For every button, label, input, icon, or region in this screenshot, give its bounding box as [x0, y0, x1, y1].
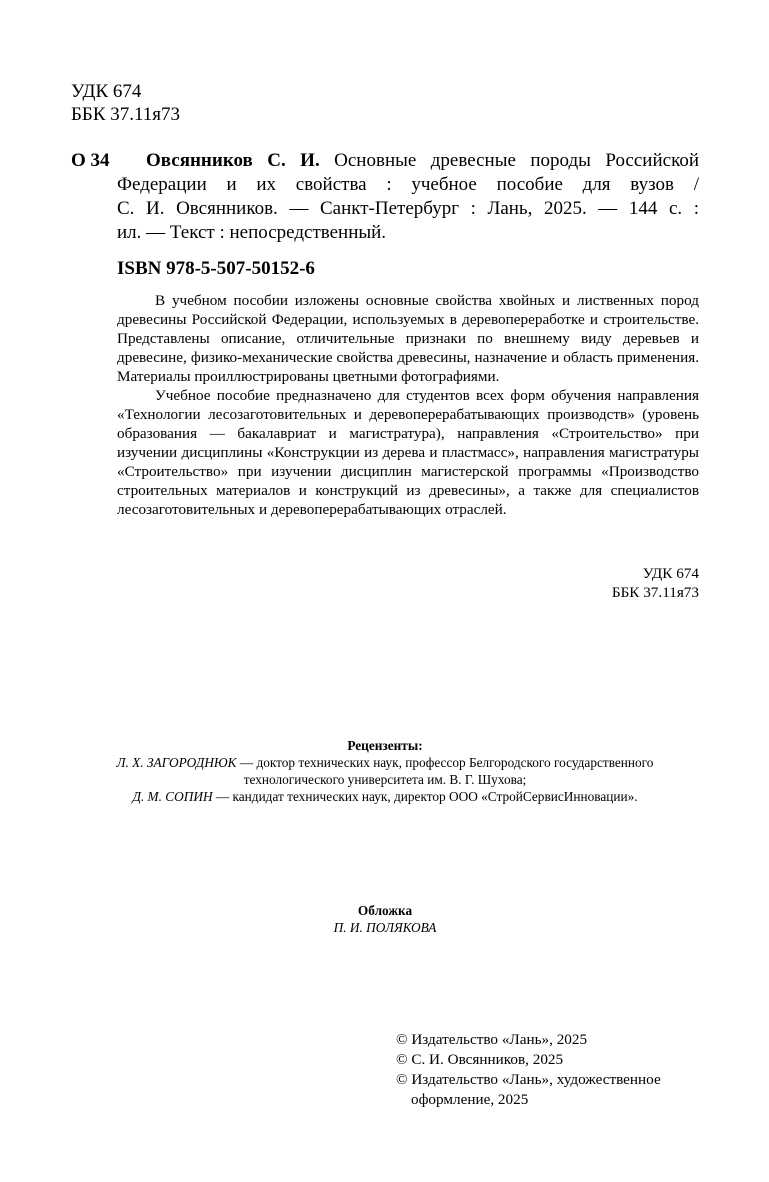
copyright-line-3-cont: оформление, 2025 [411, 1091, 529, 1108]
copyright-block [396, 1030, 716, 1110]
udk-code-repeat: УДК 674 [642, 565, 699, 582]
reviewer-2-name: Д. М. СОПИН [132, 789, 213, 804]
reviewer-2 [60, 788, 710, 805]
title-line-3: С. И. Овсянников. — Санкт-Петербург : Лань, 2025. — 144 с. : [117, 198, 699, 219]
reviewer-1-desc: — доктор технических наук, профессор Белгородского государственного [236, 755, 654, 770]
abstract-paragraph-2: Учебное пособие предназначено для студентов всех форм обучения направления «Технологии лесозаготовительных и деревоперерабатывающих производств» (уровень образования — бакалавриат и магистратура), направления «Строительство» при изучении дисциплины «Конструкции из дерева и пластмасс», направления магистратуры «Строительство» при изучении дисциплин магистерской программы «Производство строительных материалов и конструкций из древесины», а также для специалистов лесозаготовительных и деревоперерабатывающих отраслей. [117, 387, 699, 518]
author-name: Овсянников С. И. [146, 150, 320, 171]
cover-title: Обложка [357, 903, 413, 918]
abstract [117, 291, 699, 519]
reviewer-1-desc-cont: технологического университета им. В. Г. Шухова; [243, 772, 527, 787]
title-line-4: ил. — Текст : непосредственный. [117, 222, 387, 243]
abstract-paragraph-1: В учебном пособии изложены основные свойства хвойных и лиственных пород древесины Российской Федерации, используемых в деревопереработке и строительстве. Представлены описание, отличительные признаки по внешнему виду деревьев и древесине, физико-механические свойства древесины, назначение и область применения. Материалы проиллюстрированы цветными фотографиями. [117, 292, 699, 385]
top-classification-codes [71, 80, 180, 126]
reviewer-1-name: Л. Х. ЗАГОРОДНЮК [116, 755, 237, 770]
copyright-line-3: © Издательство «Лань», художественное [396, 1071, 661, 1088]
bibliographic-description [117, 149, 699, 245]
cover-credit [200, 902, 570, 936]
bibliographic-entry [71, 149, 699, 245]
bbk-code-repeat: ББК 37.11я73 [611, 584, 699, 601]
title-line-2: Федерации и их свойства : учебное пособие для вузов / [117, 174, 699, 195]
reviewers-title: Рецензенты: [347, 738, 423, 753]
bbk-code: ББК 37.11я73 [71, 104, 181, 125]
reviewers-block [60, 737, 710, 805]
copyright-line-2: © С. И. Овсянников, 2025 [396, 1051, 564, 1068]
udk-code: УДК 674 [71, 81, 142, 102]
author-mark: О 34 [71, 150, 110, 171]
title-line-1: Основные древесные породы Российской [319, 150, 699, 171]
bottom-classification-codes [612, 564, 699, 602]
reviewer-2-desc: — кандидат технических наук, директор ООО «СтройСервисИнновации». [212, 789, 638, 804]
copyright-line-1: © Издательство «Лань», 2025 [396, 1031, 588, 1048]
isbn: ISBN 978-5-507-50152-6 [117, 258, 315, 279]
cover-artist: П. И. ПОЛЯКОВА [333, 920, 437, 935]
reviewer-1 [60, 754, 710, 771]
